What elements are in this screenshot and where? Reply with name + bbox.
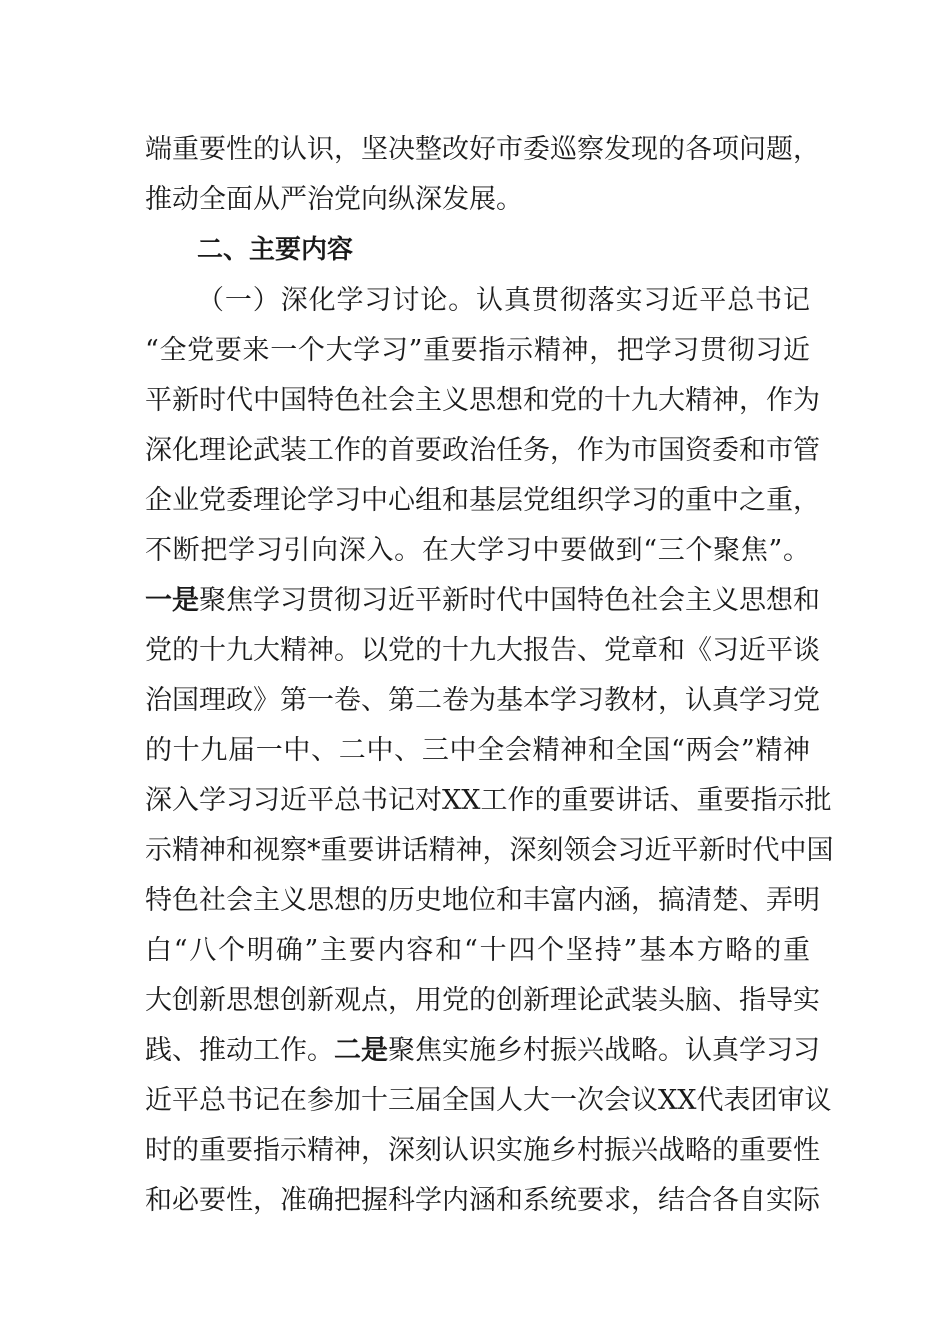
text-line: 平新时代中国特色社会主义思想和党的十九大精神，作为 [145, 385, 820, 416]
text-line: 白“八个明确”主要内容和“十四个坚持”基本方略的重 [145, 935, 810, 966]
text-line: 深入学习习近平总书记对XX工作的重要讲话、重要指示批 [145, 785, 832, 816]
text-span: 践、推动工作。 [145, 1035, 334, 1066]
text-line: 治国理政》第一卷、第二卷为基本学习教材，认真学习党 [145, 685, 820, 716]
text-line: 党的十九大精神。以党的十九大报告、党章和《习近平谈 [145, 635, 820, 666]
emphasis-label: 一是 [145, 585, 199, 616]
text-line: “全党要来一个大学习”重要指示精神，把学习贯彻习近 [145, 335, 810, 366]
text-line [145, 1031, 820, 1071]
text-line: 大创新思想创新观点，用党的创新理论武装头脑、指导实 [145, 985, 820, 1016]
text-line: 推动全面从严治党向纵深发展。 [145, 184, 523, 215]
emphasis-label: 二是 [334, 1035, 388, 1066]
text-span: 聚焦实施乡村振兴战略。认真学习习 [388, 1035, 820, 1066]
text-line: 时的重要指示精神，深刻认识实施乡村振兴战略的重要性 [145, 1135, 820, 1166]
text-line: 示精神和视察*重要讲话精神，深刻领会习近平新时代中国 [145, 835, 834, 866]
text-line: 的十九届一中、二中、三中全会精神和全国“两会”精神 [145, 735, 810, 766]
text-line: 端重要性的认识，坚决整改好市委巡察发现的各项问题， [145, 134, 820, 165]
text-span: 聚焦学习贯彻习近平新时代中国特色社会主义思想和 [199, 585, 820, 616]
text-line: （一）深化学习讨论。认真贯彻落实习近平总书记 [197, 285, 810, 316]
text-line: 企业党委理论学习中心组和基层党组织学习的重中之重， [145, 485, 820, 516]
text-line: 和必要性，准确把握科学内涵和系统要求，结合各自实际 [145, 1185, 820, 1216]
section-heading: 二、主要内容 [197, 235, 354, 265]
text-line: 特色社会主义思想的历史地位和丰富内涵，搞清楚、弄明 [145, 885, 820, 916]
text-line: 深化理论武装工作的首要政治任务，作为市国资委和市管 [145, 435, 820, 466]
text-line [145, 581, 820, 621]
text-line: 不断把学习引向深入。在大学习中要做到“三个聚焦”。 [145, 535, 810, 566]
text-line: 近平总书记在参加十三届全国人大一次会议XX代表团审议 [145, 1085, 832, 1116]
